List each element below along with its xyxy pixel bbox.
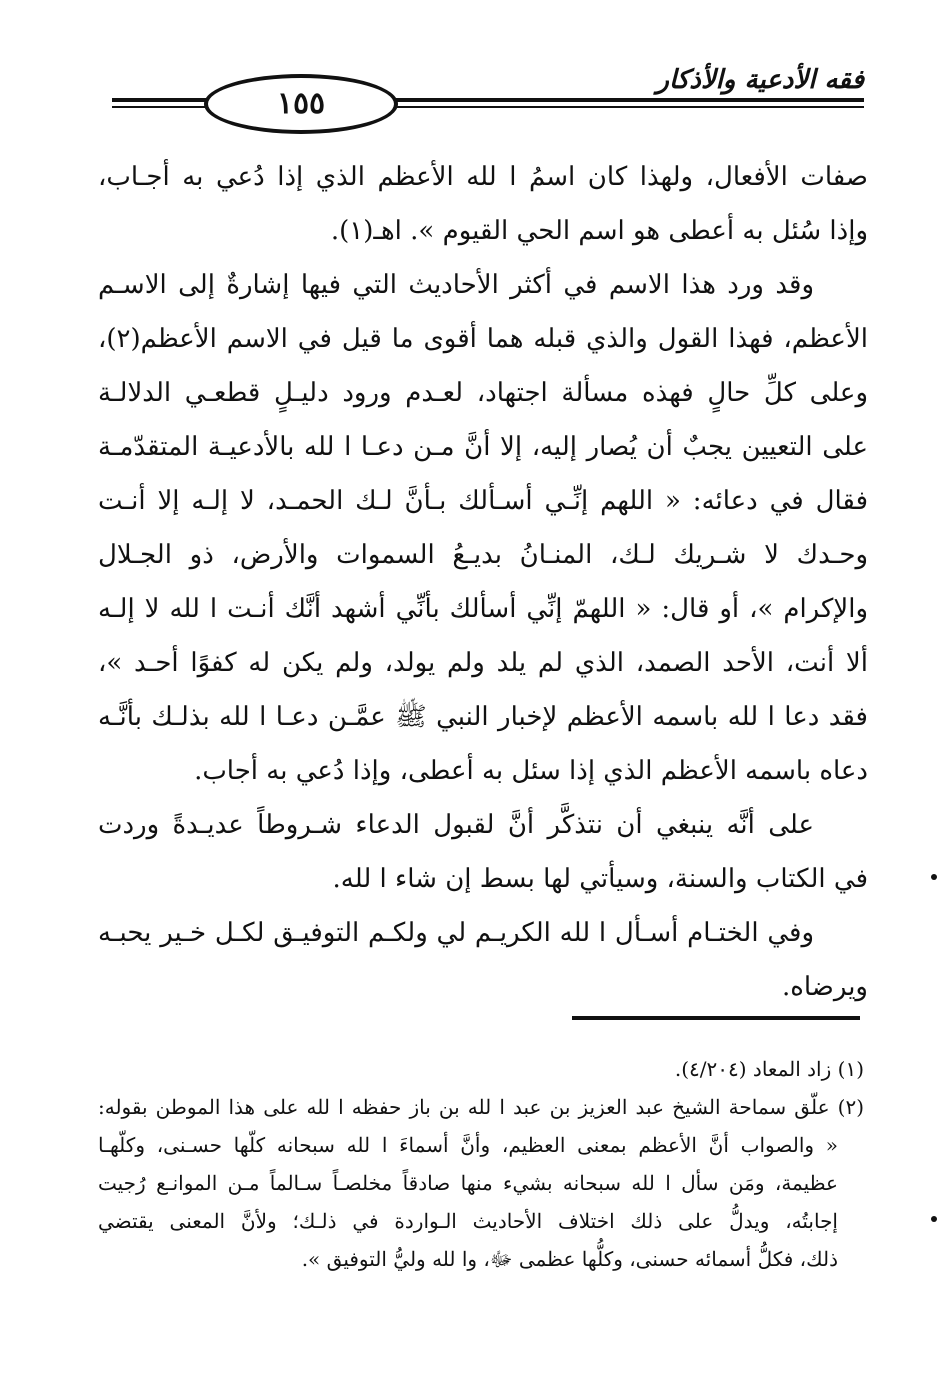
running-title: فقه الأدعية والأذكار [656, 65, 864, 95]
footnote-line: (٢) علّق سماحة الشيخ عبد العزيز بن عبد ا لله بن باز حفظه ا لله على هذا الموطن بقوله: [98, 1095, 864, 1119]
text-line: فقد دعا ا لله باسمه الأعظم لإخبار النبي ﷺ عمَّـن دعـا ا لله بذلـك بأنَّـه [98, 702, 868, 732]
margin-dot [931, 874, 937, 880]
text-line: وقد ورد هذا الاسم في أكثر الأحاديث التي فيها إشارةٌ إلى الاسـم [98, 270, 814, 300]
text-line: وعلى كلِّ حالٍ فهذه مسألة اجتهاد، لعـدم ورود دليـلٍ قطعـي الدلالـة [98, 378, 868, 408]
text-line: فقال في دعائه: « اللهم إنِّـي أسـألك بـأنَّ لـك الحمـد، لا إلـه إلا أنـت [98, 486, 868, 516]
page-header [104, 52, 864, 134]
footnote-separator [572, 1016, 860, 1020]
margin-dot [931, 1216, 937, 1222]
text-line: وحـدك لا شـريك لـك، المنـانُ بديـعُ السموات والأرض، ذو الجـلال [98, 540, 868, 570]
main-text [98, 150, 868, 1014]
footnote-line: إجابتُه، ويدلُّ على ذلك اختلاف الأحاديث الـواردة في ذلـك؛ ولأنَّ المعنى يقتضي [98, 1209, 838, 1233]
text-line: على أنَّه ينبغي أن نتذكَّر أنَّ لقبول الدعاء شـروطاً عديـدةً وردت [98, 810, 814, 840]
page-number-oval [204, 74, 398, 134]
footnote-line: عظيمة، ومَن سأل ا لله سبحانه بشيء منها صادقاً مخلصـاً سـالماً مـن الموانـع رُجيت [98, 1171, 838, 1195]
text-line: دعاه باسمه الأعظم الذي إذا سئل به أعطى، وإذا دُعي به أجاب. [194, 756, 868, 786]
text-line: وإذا سُئل به أعطى هو اسم الحي القيوم ». اهـ(١). [330, 216, 868, 246]
text-line: الأعظم، فهذا القول والذي قبله هما أقوى ما قيل في الاسم الأعظم(٢)، [98, 324, 868, 354]
page-number: ١٥٥ [276, 86, 326, 121]
text-line: وفي الختـام أسـأل ا لله الكريـم لي ولكـم التوفيـق لكـل خـير يحبـه [98, 918, 814, 948]
text-line: ويرضاه. [781, 972, 868, 1002]
text-line: والإكرام »، أو قال: « اللهمّ إنِّي أسألك بأنِّي أشهد أنَّك أنـت ا لله لا إلـه [98, 594, 868, 624]
footnotes [98, 1050, 864, 1278]
text-line: ألا أنت، الأحد الصمد، الذي لم يلد ولم يولد، ولم يكن له كفوًا أحـد »، [98, 648, 868, 678]
text-line: صفات الأفعال، ولهذا كان اسمُ ا لله الأعظم الذي إذا دُعي به أجـاب، [98, 162, 868, 192]
footnote-line: ذلك، فكلُّ أسمائه حسنى، وكلُّها عظمى ﷻ، وا لله وليُّ التوفيق ». [301, 1247, 838, 1271]
text-line: في الكتاب والسنة، وسيأتي لها بسط إن شاء ا لله. [332, 864, 868, 894]
footnote-line: « والصواب أنَّ الأعظم بمعنى العظيم، وأنَّ أسماءَ ا لله سبحانه كلّها حسـنى، وكلّهـا [98, 1133, 838, 1157]
footnote-line: (١) زاد المعاد (٤/٢٠٤). [674, 1057, 864, 1081]
text-line: على التعيين يجبٌ أن يُصار إليه، إلا أنَّ مـن دعـا ا لله بالأدعيـة المتقدّمـة [98, 432, 868, 462]
